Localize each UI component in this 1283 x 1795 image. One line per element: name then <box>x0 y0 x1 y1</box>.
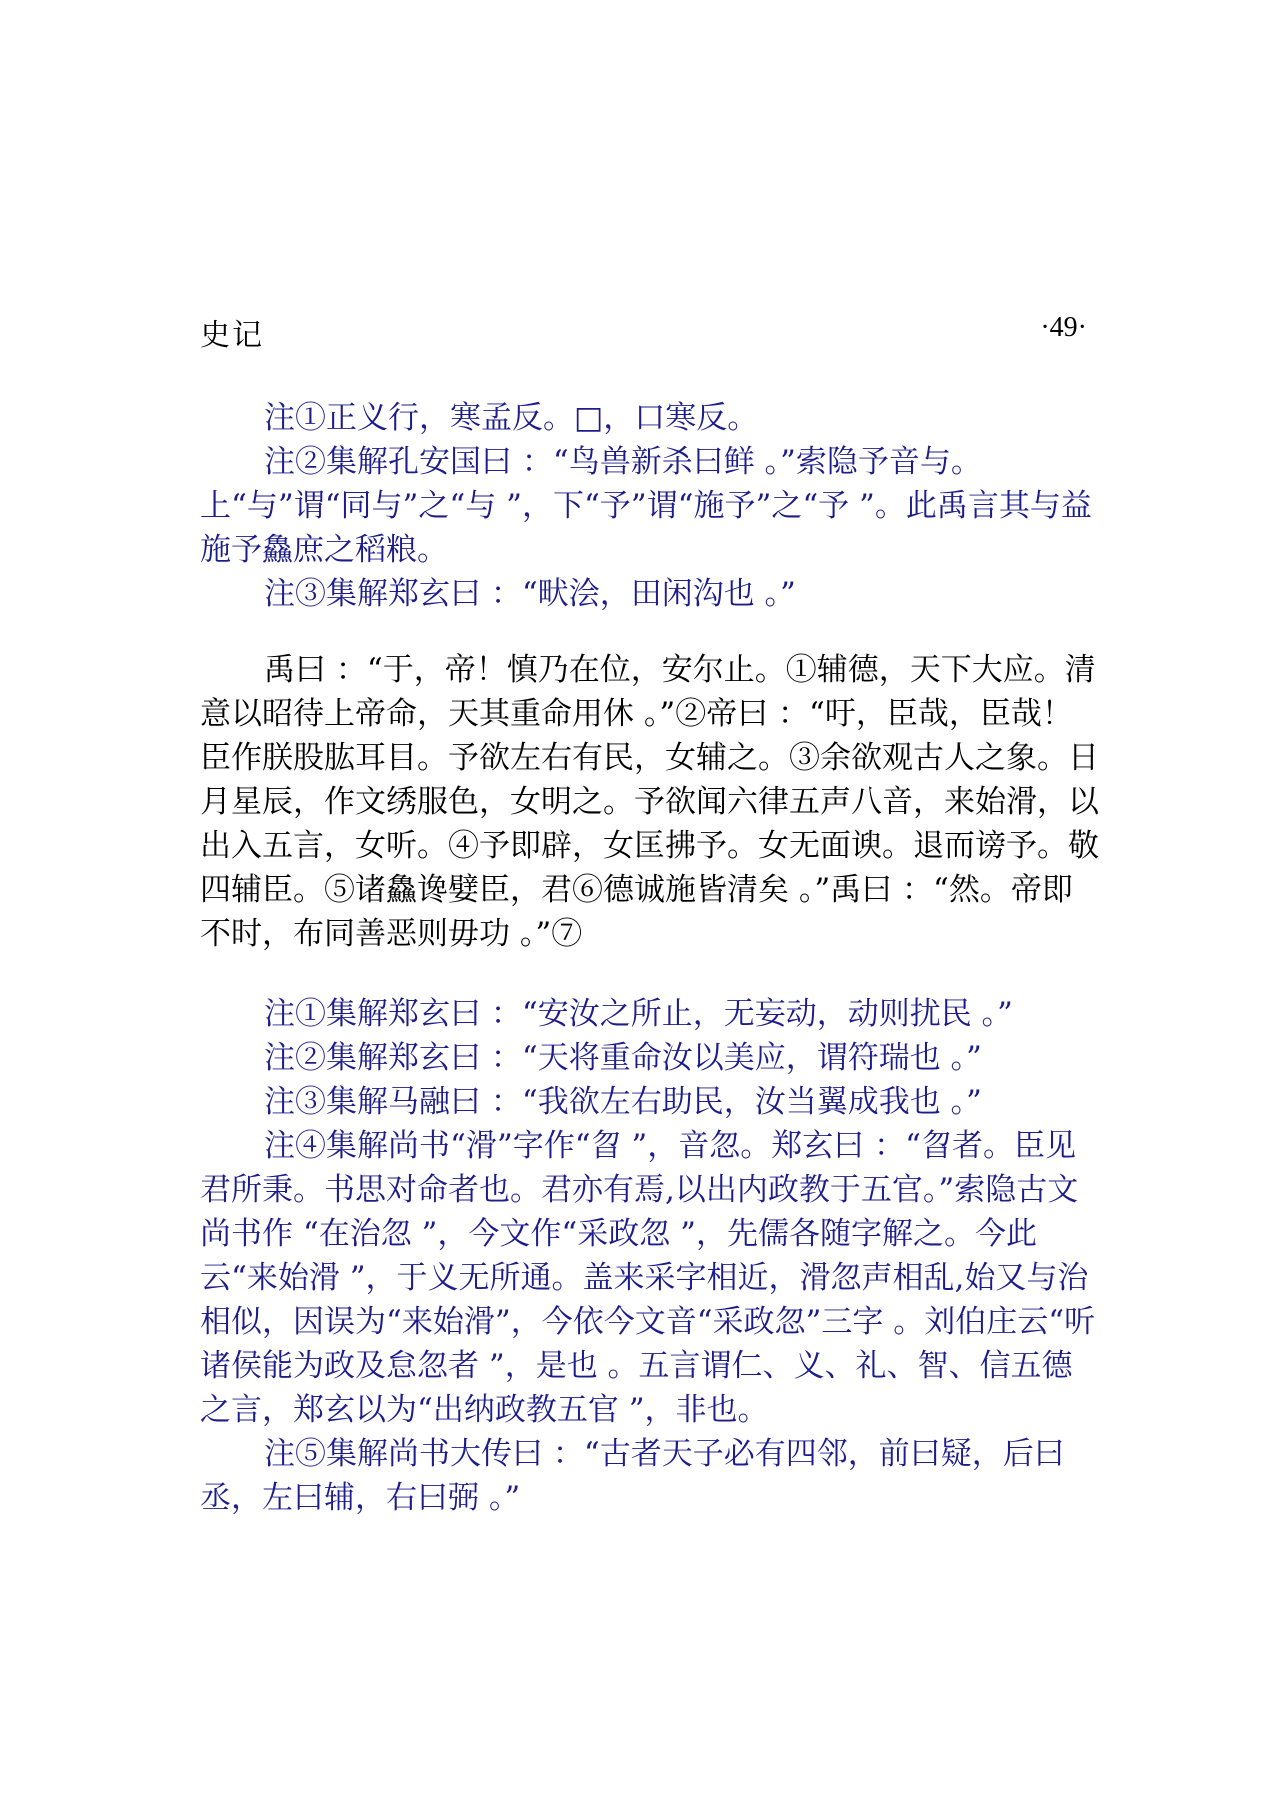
book-title: 史记 <box>200 318 264 353</box>
notes-top <box>200 396 1100 616</box>
note-paragraph: 注①正义行，寒孟反。□，口寒反。 <box>264 400 759 436</box>
note-paragraph: 注②集解郑玄曰 ：“天将重命汝以美应，谓符瑞也 。” <box>264 1040 982 1076</box>
page-number: ·49· <box>1040 312 1087 343</box>
note-paragraph: 注③集解郑玄曰 ：“畎浍，田闲沟也 。” <box>264 576 796 612</box>
notes-bottom <box>200 992 1100 1520</box>
main-paragraph: 禹曰 ：“于，帝！慎乃在位，安尔止。①辅德，天下大应。清意以昭待上帝命，天其重命用休 。”②帝曰 ：“吁，臣哉，臣哉！臣作朕股肱耳目。予欲左右有民，女辅之。③余欲观古人之象。日月星辰，作文绣服色，女明之。予欲闻六律五声八音，来始滑，以出入五言，女听。④予即辟，女匡拂予。女无面谀。退而谤予。敬四辅臣。⑤诸鱻谗嬖臣，君⑥德诚施皆清矣 。”禹曰 ：“然。帝即不时，布同善恶则毋功 。”⑦ <box>200 652 1099 952</box>
note-paragraph: 注④集解尚书“滑”字作“曶 ”，音忽。郑玄曰 ：“曶者。臣见君所秉。书思对命者也。君亦有焉,以出内政教于五官。”索隐古文尚书作 “在治忽 ”，今文作“采政忽 ”，先儒各随字解之。今此云“来始滑 ”，于义无所通。盖来采字相近，滑忽声相乱,始又与治相似，因误为“来始滑”，今依今文音“采政忽”三字 。刘伯庄云“听诸侯能为政及怠忽者 ”，是也 。五言谓仁、义、礼、智、信五德之言，郑玄以为“出纳政教五官 ”，非也。 <box>200 1128 1096 1428</box>
note-paragraph: 注①集解郑玄曰 ：“安汝之所止，无妄动，动则扰民 。” <box>264 996 1013 1032</box>
note-paragraph: 注⑤集解尚书大传曰 ：“古者天子必有四邻，前曰疑，后曰丞，左曰辅，右曰弼 。” <box>200 1436 1065 1516</box>
note-paragraph: 注②集解孔安国曰 ：“鸟兽新杀曰鲜 。”索隐予音与。上“与”谓“同与”之“与 ”，下“予”谓“施予”之“予 ”。此禹言其与益施予鱻庶之稻粮。 <box>200 444 1092 568</box>
note-paragraph: 注③集解马融曰 ：“我欲左右助民，汝当翼成我也 。” <box>264 1084 982 1120</box>
main-text-block <box>200 648 1100 956</box>
